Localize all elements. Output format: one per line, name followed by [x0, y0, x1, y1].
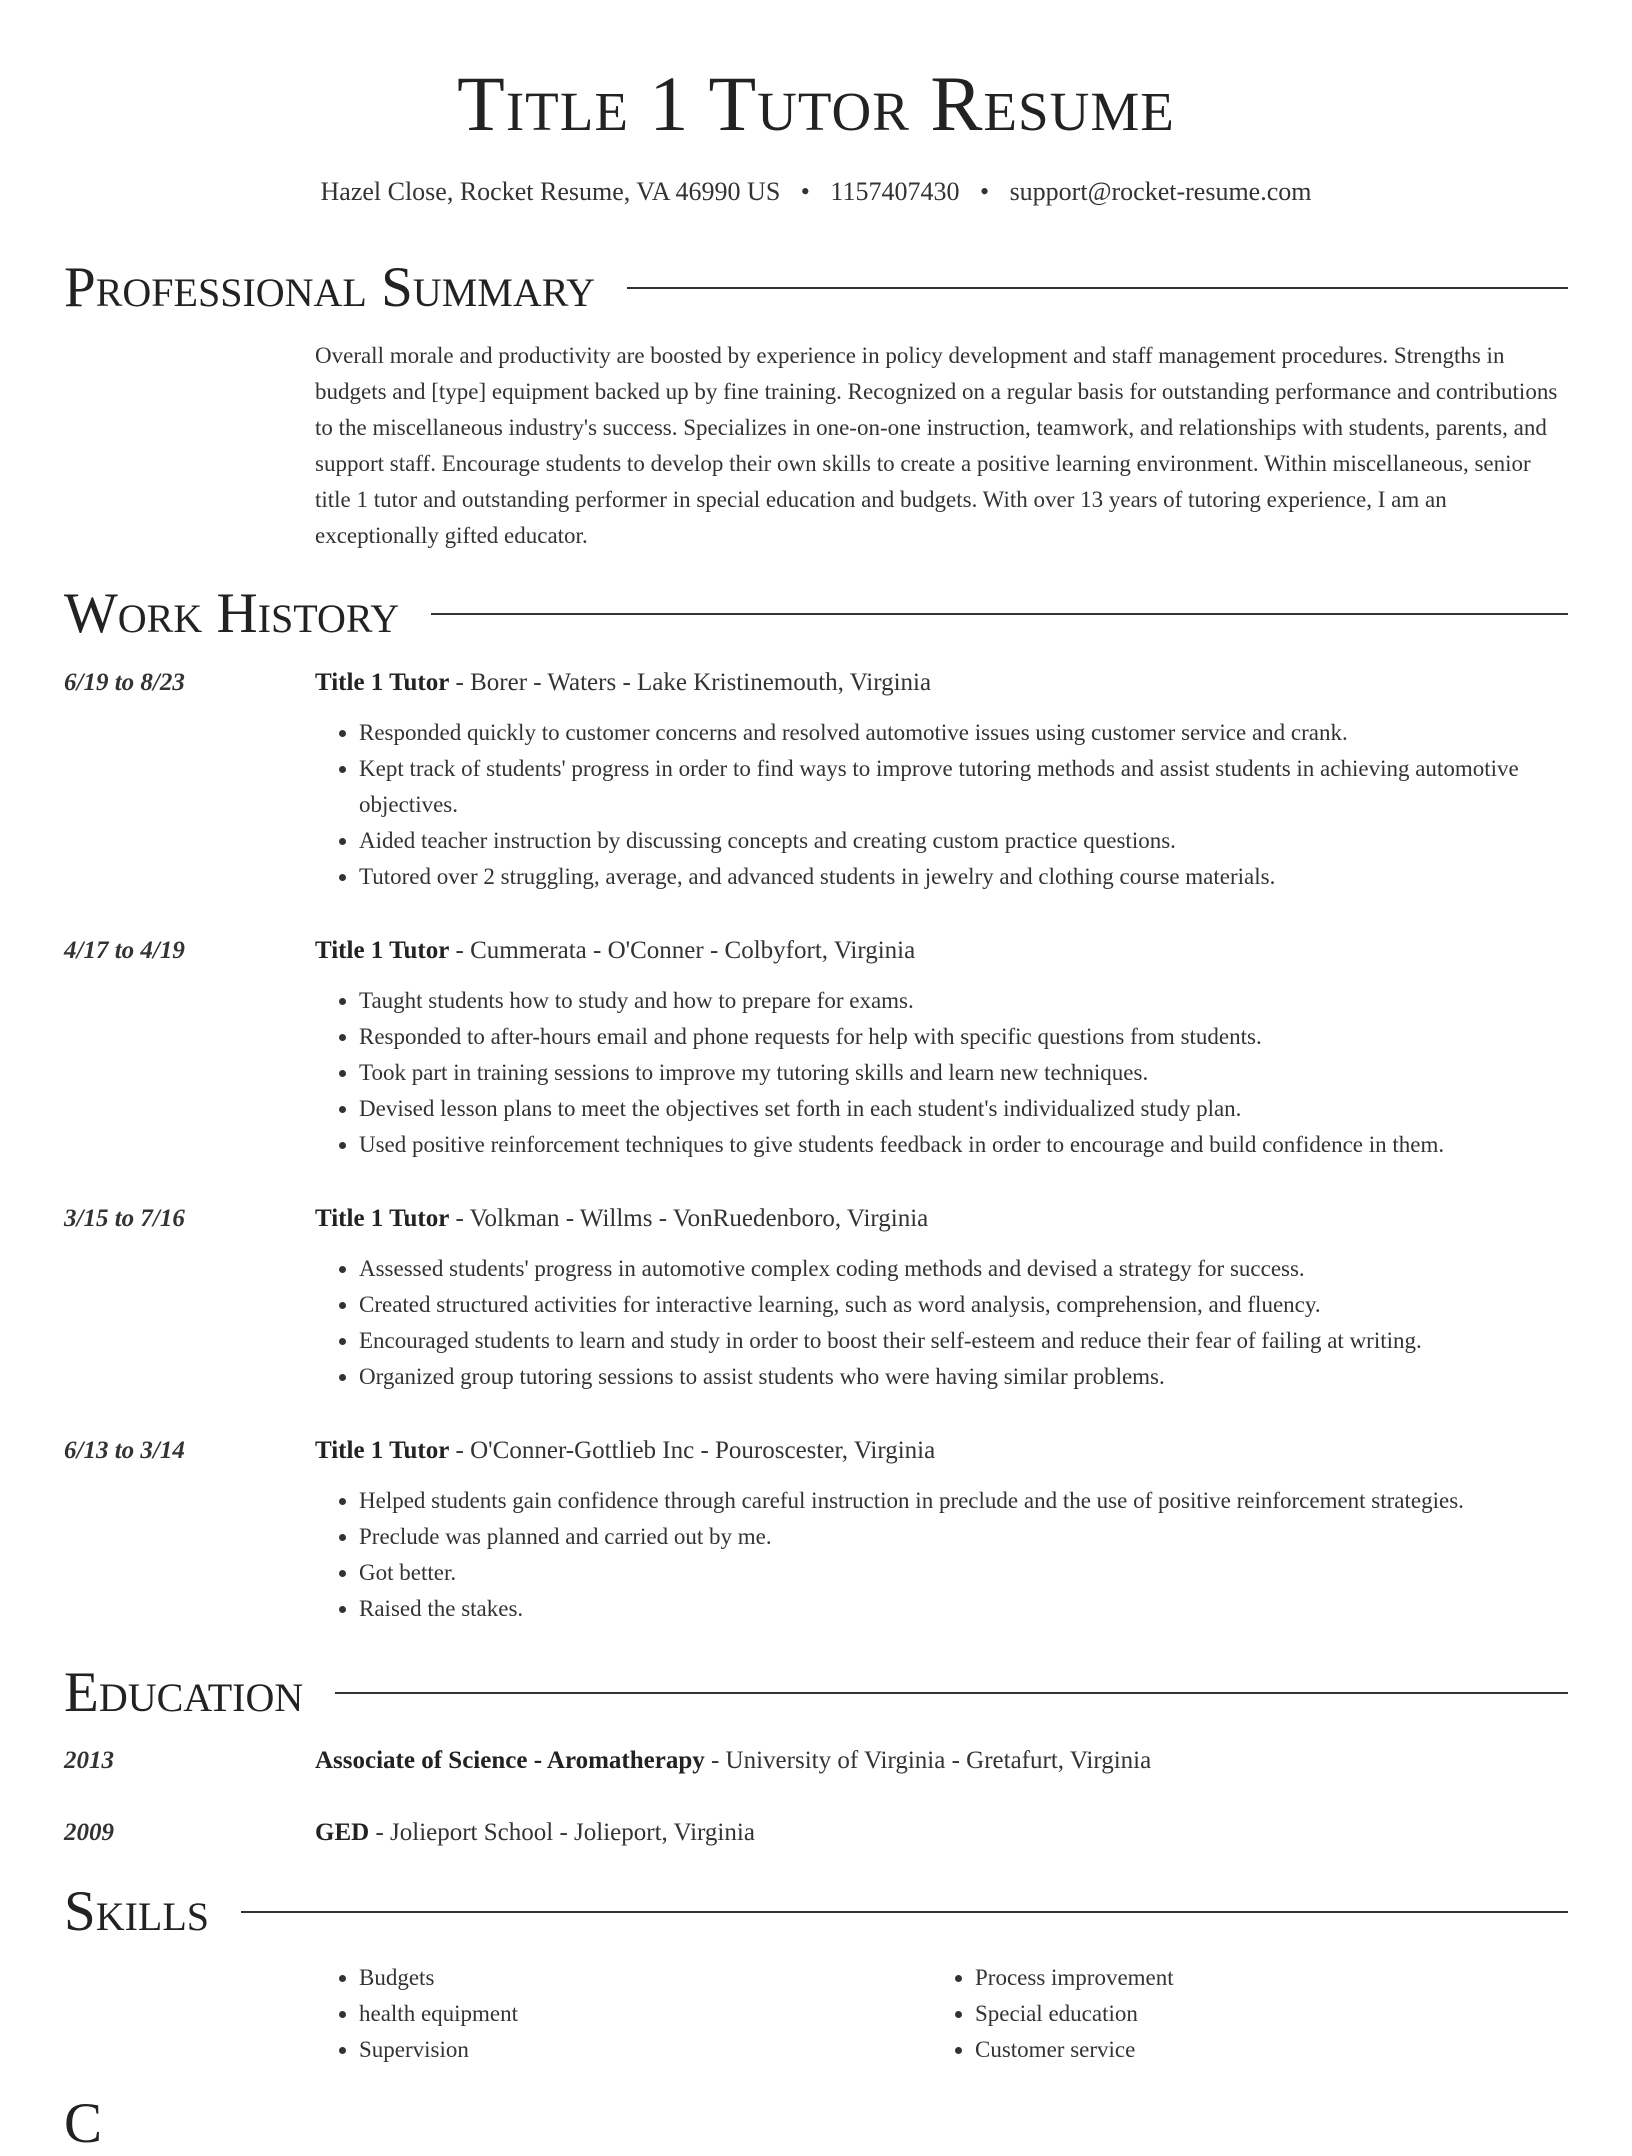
skill-item: • Budgets	[359, 1960, 931, 1996]
job-bullet: • Got better.	[359, 1555, 1609, 1591]
skill-item: • Customer service	[975, 2032, 1547, 2068]
education-year: 2013	[64, 1747, 114, 1774]
skill-item: • health equipment	[359, 1996, 931, 2032]
job-heading	[315, 931, 1565, 971]
education-degree: GED	[315, 1819, 370, 1846]
contact-address: Hazel Close, Rocket Resume, VA 46990 US	[320, 177, 781, 206]
job-title: Title 1 Tutor	[315, 669, 450, 696]
job-bullets	[315, 1251, 1609, 1395]
job-bullet: • Kept track of students' progress in order to find ways to improve tutoring methods and assist students in achieving automotive objectives.	[359, 751, 1609, 823]
resume-title: Title 1 Tutor Resume	[457, 60, 1175, 147]
education-degree: Associate of Science - Aromatherapy	[315, 1747, 705, 1774]
job-bullet: • Took part in training sessions to improve my tutoring skills and learn new techniques.	[359, 1055, 1609, 1091]
job-bullet: • Devised lesson plans to meet the objectives set forth in each student's individualized study plan.	[359, 1091, 1609, 1127]
skills-column-left	[315, 1960, 931, 2068]
job-bullet: • Raised the stakes.	[359, 1591, 1609, 1627]
summary-section	[64, 256, 1568, 320]
job-bullets	[315, 983, 1609, 1163]
job-employer: - Cummerata - O'Conner - Colbyfort, Virginia	[449, 937, 916, 964]
contact-phone: 1157407430	[830, 177, 960, 206]
contact-email: support@rocket-resume.com	[1009, 177, 1312, 206]
job-heading	[315, 1431, 1565, 1471]
section-heading-education: Education	[64, 1661, 304, 1724]
job-dates: 3/15 to 7/16	[64, 1205, 185, 1232]
section-heading-summary: Professional Summary	[64, 256, 596, 319]
summary-heading-row	[64, 256, 1568, 320]
job-title: Title 1 Tutor	[315, 1205, 450, 1232]
section-divider	[431, 613, 1568, 615]
job-heading	[315, 663, 1565, 703]
job-title: Title 1 Tutor	[315, 937, 450, 964]
section-heading-work: Work History	[64, 582, 400, 645]
section-divider	[627, 287, 1568, 289]
job-dates: 6/13 to 3/14	[64, 1437, 185, 1464]
skill-item: • Supervision	[359, 2032, 931, 2068]
job-employer: - Borer - Waters - Lake Kristinemouth, Virginia	[449, 669, 932, 696]
education-heading-row	[64, 1661, 1568, 1725]
skill-item: • Process improvement	[975, 1960, 1547, 1996]
contact-separator: •	[800, 177, 810, 206]
work-heading-row	[64, 582, 1568, 646]
skills-section	[64, 1880, 1568, 1944]
contact-separator: •	[979, 177, 990, 206]
job-employer: - O'Conner-Gottlieb Inc - Pouroscester, Virginia	[449, 1437, 936, 1464]
education-school: - University of Virginia - Gretafurt, Virginia	[704, 1747, 1152, 1774]
skills-list	[315, 1960, 1565, 2068]
job-bullet: • Responded to after-hours email and phone requests for help with specific questions from students.	[359, 1019, 1609, 1055]
job-bullet: • Aided teacher instruction by discussing concepts and creating custom practice questions.	[359, 823, 1609, 859]
skill-item: • Special education	[975, 1996, 1547, 2032]
section-divider	[335, 1692, 1568, 1694]
job-bullet: • Taught students how to study and how to prepare for exams.	[359, 983, 1609, 1019]
job-bullet: • Organized group tutoring sessions to assist students who were having similar problems.	[359, 1359, 1609, 1395]
education-heading	[315, 1813, 1565, 1853]
job-title: Title 1 Tutor	[315, 1437, 450, 1464]
work-history-section	[64, 582, 1568, 646]
job-bullet: • Tutored over 2 struggling, average, and advanced students in jewelry and clothing course materials.	[359, 859, 1609, 895]
job-bullets	[315, 1483, 1609, 1627]
summary-text: Overall morale and productivity are boosted by experience in policy development and staff management procedures. Strengths in budgets and [type] equipment backed up by fine training. Recognized on a regular basis for outstanding performance and contributions to the miscellaneous industry's success. Specializes in one-on-one instruction, teamwork, and relationships with students, parents, and support staff. Encourage students to develop their own skills to create a positive learning environment. Within miscellaneous, senior title 1 tutor and outstanding performer in special education and budgets. With over 13 years of tutoring experience, I am an exceptionally gifted educator.	[315, 343, 1558, 548]
job-dates: 6/19 to 8/23	[64, 669, 185, 696]
skills-column-right	[931, 1960, 1547, 2068]
next-section-heading-partial: C	[64, 2092, 103, 2155]
contact-line	[0, 172, 1632, 212]
job-bullet: • Responded quickly to customer concerns and resolved automotive issues using customer service and crank.	[359, 715, 1609, 751]
education-school: - Jolieport School - Jolieport, Virginia	[369, 1819, 755, 1846]
job-bullet: • Preclude was planned and carried out by me.	[359, 1519, 1609, 1555]
job-bullet: • Assessed students' progress in automotive complex coding methods and devised a strategy for success.	[359, 1251, 1609, 1287]
section-heading-skills: Skills	[64, 1880, 210, 1943]
job-employer: - Volkman - Willms - VonRuedenboro, Virginia	[449, 1205, 929, 1232]
education-section	[64, 1661, 1568, 1725]
job-dates: 4/17 to 4/19	[64, 937, 185, 964]
education-year: 2009	[64, 1819, 114, 1846]
section-divider	[241, 1911, 1568, 1913]
education-heading	[315, 1741, 1565, 1781]
job-bullet: • Helped students gain confidence through careful instruction in preclude and the use of positive reinforcement strategies.	[359, 1483, 1609, 1519]
job-bullet: • Encouraged students to learn and study in order to boost their self-esteem and reduce their fear of failing at writing.	[359, 1323, 1609, 1359]
job-heading	[315, 1199, 1565, 1239]
skills-heading-row	[64, 1880, 1568, 1944]
job-bullets	[315, 715, 1609, 895]
job-bullet: • Created structured activities for interactive learning, such as word analysis, comprehension, and fluency.	[359, 1287, 1609, 1323]
job-bullet: • Used positive reinforcement techniques to give students feedback in order to encourage and build confidence in them.	[359, 1127, 1609, 1163]
